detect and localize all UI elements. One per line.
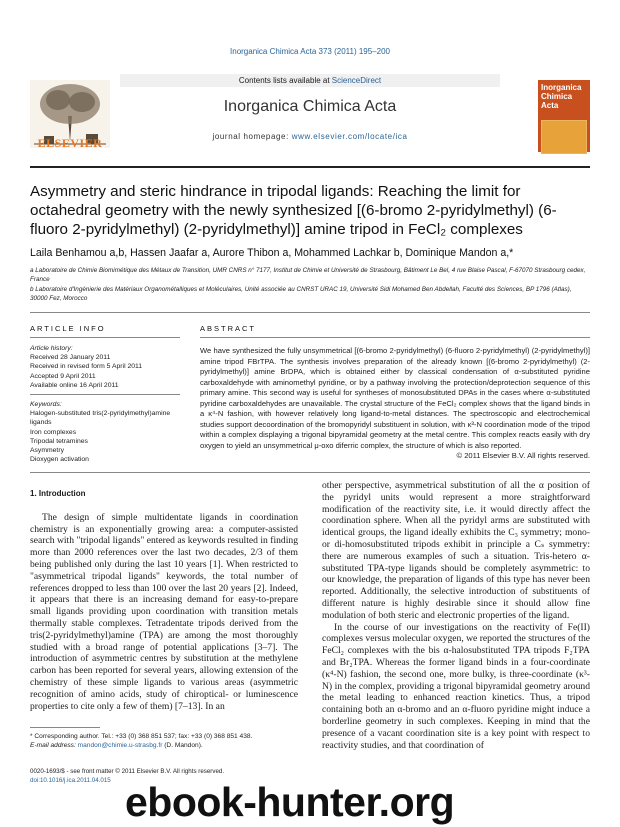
- article-title: Asymmetry and steric hindrance in tripodal ligands: Reaching the limit for octahedral geometry with the newly synthesized [(6-bromo 2-pyridylmethyl) (6-fluoro 2-pyridylmethyl) (2-pyridylmethyl)] amine tripod in FeCl₂ complexes: [30, 183, 557, 238]
- publisher-name: ELSEVIER: [37, 136, 103, 150]
- corresponding-author: * Corresponding author. Tel.: +33 (0) 368 851 537; fax: +33 (0) 368 851 438.: [30, 733, 253, 740]
- journal-title[interactable]: Inorganica Chimica Acta: [223, 98, 397, 115]
- affiliation-a: a Laboratoire de Chimie Biomimétique des Métaux de Transition, UMR CNRS n° 7177, Institut de Chimie et Université de Strasbourg, Bâtiment Le Bel, 4 rue Blaise Pascal, F-67070 Strasbourg cedex, France: [30, 267, 586, 283]
- abstract-heading: ABSTRACT: [200, 324, 257, 333]
- contents-prefix: Contents lists available at: [238, 76, 332, 85]
- article-info-heading: ARTICLE INFO: [30, 324, 106, 333]
- intro-paragraph-3: In the course of our investigations on the reactivity of Fe(II) complexes versus molecular oxygen, we reported the structures of the FeCl₂ complexes with the bis α-halosubstituted TPA tripods F₂TPA and Br₂TPA. Whereas the former ligand binds in a four-coordinate (κ⁴-N) fashion, the second one, more bulky, is three-coordinate (κ³-N) in the complex, providing a trigonal bipyramidal geometry around the metal leading to enhanced reaction kinetics. Thus, a tripod containing both an α-bromo and an α-fluoro pyridine might induce a borderline geometry in such complexes. Keeping in mind that the presence of a vacant coordination site is a key point with respect to reactivity studies, and that coordination of: [322, 621, 591, 751]
- footnote-rule: [30, 727, 100, 728]
- issn-line: 0020-1693/$ - see front matter © 2011 Elsevier B.V. All rights reserved.: [30, 768, 225, 775]
- cover-image: [541, 120, 587, 154]
- abstract-rule: [200, 337, 590, 338]
- section-heading: 1. Introduction: [30, 489, 86, 498]
- keyword-item: Asymmetry: [30, 447, 64, 455]
- email-suffix: (D. Mandon).: [162, 742, 203, 749]
- intro-paragraph-1: The design of simple multidentate ligands in coordination chemistry is an exponentially growing area: a computer-assisted search with "tripodal ligands" entered as keywords resulted in finding more than 2000 references over the last two decades, 2/3 of them being published only during the last 10 years [1]. When restricted to "asymmetrical tripodal ligands" keywords, the total number of references dropped to less than 100 over the last 20 years [2]. Indeed, it appears that there is an increasing demand for easy-to-prepare small ligands providing upon coordination with transition metals thermally stable complexes. Tetradentate tripods derived from the tris(2-pyridylmethyl)amine (TPA) are among the most thoroughly studied with a broad range of potential applications [3–7]. The introduction of asymmetric centres by substitution at the methylene carbon has been reported for several years, allowing extension of the chemistry of these simple ligands to various areas (asymmetric recognition of amino acids, study of chiroptical- or luminescence properties to cite only a few of them) [7–13]. In an: [30, 511, 298, 712]
- footnote: [30, 732, 298, 750]
- email-line: [30, 741, 298, 750]
- body-right-column: [322, 472, 590, 751]
- contents-line: [120, 74, 500, 87]
- author-list: Laila Benhamou a,b, Hassen Jaafar a, Aurore Thibon a, Mohammed Lachkar b, Dominique Mandon a,*: [30, 247, 514, 259]
- cover-title: Inorganica Chimica Acta: [541, 83, 582, 110]
- homepage-prefix: journal homepage:: [212, 132, 292, 141]
- affiliation-rule: [30, 312, 590, 313]
- keywords-rule: [30, 394, 180, 395]
- email-link[interactable]: mandon@chimie.u-strasbg.fr: [77, 742, 163, 749]
- masthead: [30, 70, 590, 158]
- history-label: Article history:: [30, 345, 73, 352]
- keywords-block: [30, 400, 180, 464]
- body-left-column: [30, 488, 298, 712]
- revised-date: Received in revised form 5 April 2011: [30, 363, 143, 371]
- abstract-copyright: © 2011 Elsevier B.V. All rights reserved.: [456, 451, 590, 460]
- keywords-label: Keywords:: [30, 401, 62, 408]
- sciencedirect-link[interactable]: ScienceDirect: [331, 76, 382, 85]
- received-date: Received 28 January 2011: [30, 354, 111, 362]
- info-rule: [30, 337, 180, 338]
- doi-link[interactable]: doi:10.1016/j.ica.2011.04.015: [30, 776, 111, 784]
- keyword-item: Tripodal tetramines: [30, 437, 88, 445]
- journal-homepage: [120, 132, 500, 141]
- keyword-item: Iron complexes: [30, 428, 77, 436]
- online-date: Available online 16 April 2011: [30, 381, 119, 389]
- keyword-item: Halogen-substituted tris(2-pyridylmethyl)amine ligands: [30, 410, 171, 427]
- abstract-text: We have synthesized the fully unsymmetrical [(6-bromo 2-pyridylmethyl) (6-fluoro 2-pyridylmethyl) (2-pyridylmethyl)] amine tripod FBrTPA. The synthesis involves preparation of the already known [(6-bromo 2-pyridylmethyl) (2-pyridylmethyl)] amine BrDPA, which is obtained either by classical condensation of α-substituted pyridine carboxaldehyde with aminomethyl pyridine, or by a pathway involving the protection/deprotection sequence of this primary amine. This second way is useful for syntheses of monosubstituted DPAs in the cases where α-substituted pyridine carboxaldehydes are unavailable. The crystal structure of the FeCl₂ complex shows that the ligand binds in a κ⁴-N fashion, with however relatively long ligand-to-metal distances. The spectroscopic and electrochemical studies support decoordination of the bromopyridyl substituent in solution, with κ³-N coordination mode of the tripod within a complex displaying a trigonal bipyramidal geometry at the metal centre. This complex reacts easily with dry oxygen to yield an unsymmetrical μ-oxo diferric complex, the structure of which is also reported.: [200, 346, 590, 450]
- keyword-item: Dioxygen activation: [30, 456, 89, 464]
- watermark-text: ebook-hunter.org: [125, 779, 455, 825]
- email-label: E-mail address:: [30, 742, 78, 749]
- journal-cover[interactable]: [538, 80, 590, 152]
- intro-paragraph-2: other perspective, asymmetrical substitution of all the α position of the pyridyl units would represent a more straightforward modification of the reactivity site, i.e. it would directly affect the coordination sphere. When all the pyridyl arms are substituted with identical groups, the ligand ideally exhibits the C₃ symmetry; mono- or di-homosubstituted tripods exhibit in principle a Cₛ symmetry: there are numerous examples of such a situation. Tris-hetero α-substituted TPA-type ligands should be completely asymmetric: to our knowledge, the preparation of ligands of this type has never been reported. Additionally, the selective introduction of substituents of different nature is highly desirable since it should allow fine modulation of both steric and electronic properties of the ligand.: [322, 480, 590, 621]
- affiliation-b: b Laboratoire d'Ingénierie des Matériaux Organométalliques et Moléculaires, Unité associée au CNRST URAC 19, Université Sidi Mohamed Ben Abdellah, Faculté des Sciences, BP 1796 (Atlas), 30000 Fez, Morocco: [30, 286, 572, 302]
- journal-reference[interactable]: Inorganica Chimica Acta 373 (2011) 195–200: [230, 47, 390, 56]
- abstract-body: [200, 346, 590, 462]
- header-rule: [30, 166, 590, 168]
- accepted-date: Accepted 9 April 2011: [30, 372, 96, 380]
- journal-box: [120, 70, 500, 150]
- homepage-link[interactable]: www.elsevier.com/locate/ica: [291, 132, 408, 141]
- article-history: [30, 344, 180, 390]
